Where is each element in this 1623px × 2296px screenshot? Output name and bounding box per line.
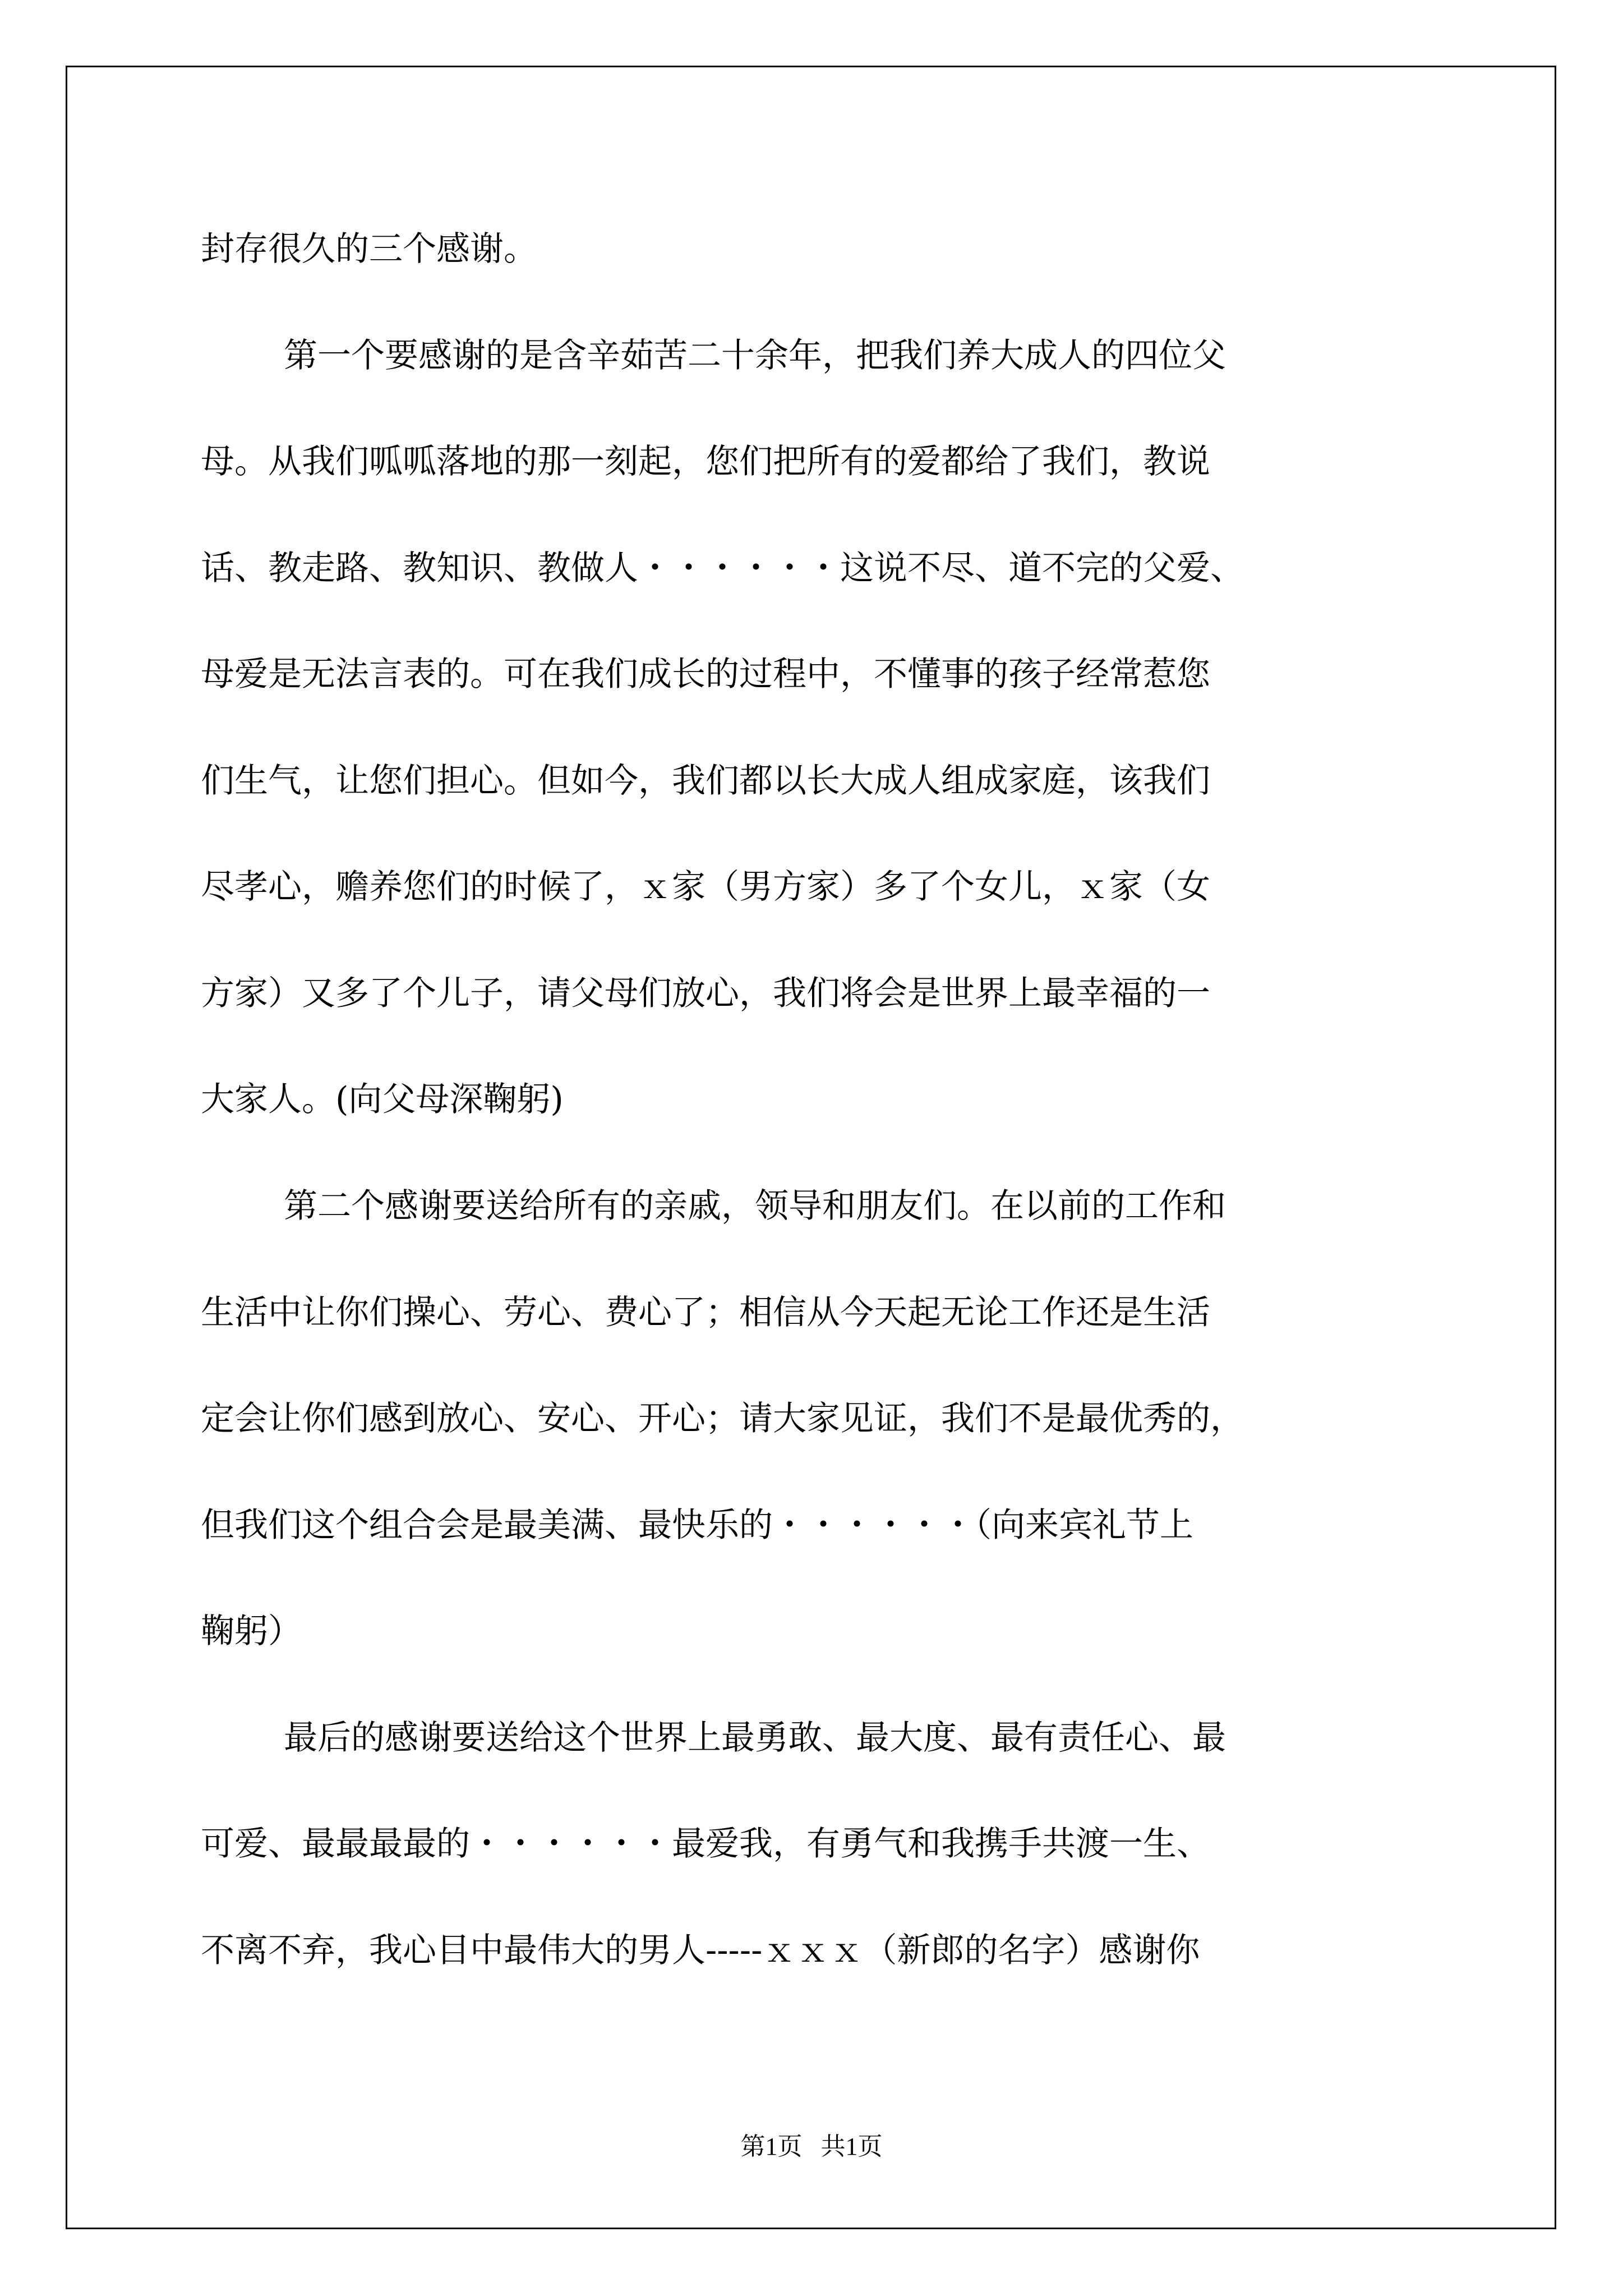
text-line: 母爱是无法言表的。可在我们成长的过程中，不懂事的孩子经常惹您	[201, 655, 1210, 694]
paragraph-start-line: 最后的感谢要送给这个世界上最勇敢、最大度、最有责任心、最	[284, 1718, 1226, 1757]
page-border	[66, 66, 1556, 2229]
text-line: 可爱、最最最最的・・・・・・最爱我，有勇气和我携手共渡一生、	[201, 1824, 1210, 1864]
text-line: 不离不弃，我心目中最伟大的男人-----ｘｘｘ（新郎的名字）感谢你	[201, 1931, 1200, 1970]
text-line: 方家）又多了个儿子，请父母们放心，我们将会是世界上最幸福的一	[201, 974, 1210, 1013]
text-line: 话、教走路、教知识、教做人・・・・・・这说不尽、道不完的父爱、	[201, 549, 1244, 588]
paragraph-start-line: 第二个感谢要送给所有的亲戚，领导和朋友们。在以前的工作和	[284, 1186, 1226, 1226]
text-line: 封存很久的三个感谢。	[201, 229, 537, 269]
text-line: 鞠躬）	[201, 1612, 302, 1651]
text-line: 定会让你们感到放心、安心、开心；请大家见证，我们不是最优秀的，	[201, 1399, 1244, 1438]
text-line: 尽孝心，赡养您们的时候了，ｘ家（男方家）多了个女儿，ｘ家（女	[201, 867, 1210, 907]
text-line: 们生气，让您们担心。但如今，我们都以长大成人组成家庭，该我们	[201, 761, 1210, 800]
paragraph-start-line: 第一个要感谢的是含辛茹苦二十余年，把我们养大成人的四位父	[284, 336, 1226, 375]
text-line: 生活中让你们操心、劳心、费心了；相信从今天起无论工作还是生活	[201, 1293, 1210, 1332]
text-line: 大家人。(向父母深鞠躬)	[201, 1080, 564, 1119]
text-line: 但我们这个组合会是最美满、最快乐的・・・・・・（向来宾礼节上	[201, 1506, 1193, 1545]
text-line: 母。从我们呱呱落地的那一刻起，您们把所有的爱都给了我们，教说	[201, 442, 1210, 481]
page-number-footer: 第1页 共1页	[740, 2133, 883, 2160]
